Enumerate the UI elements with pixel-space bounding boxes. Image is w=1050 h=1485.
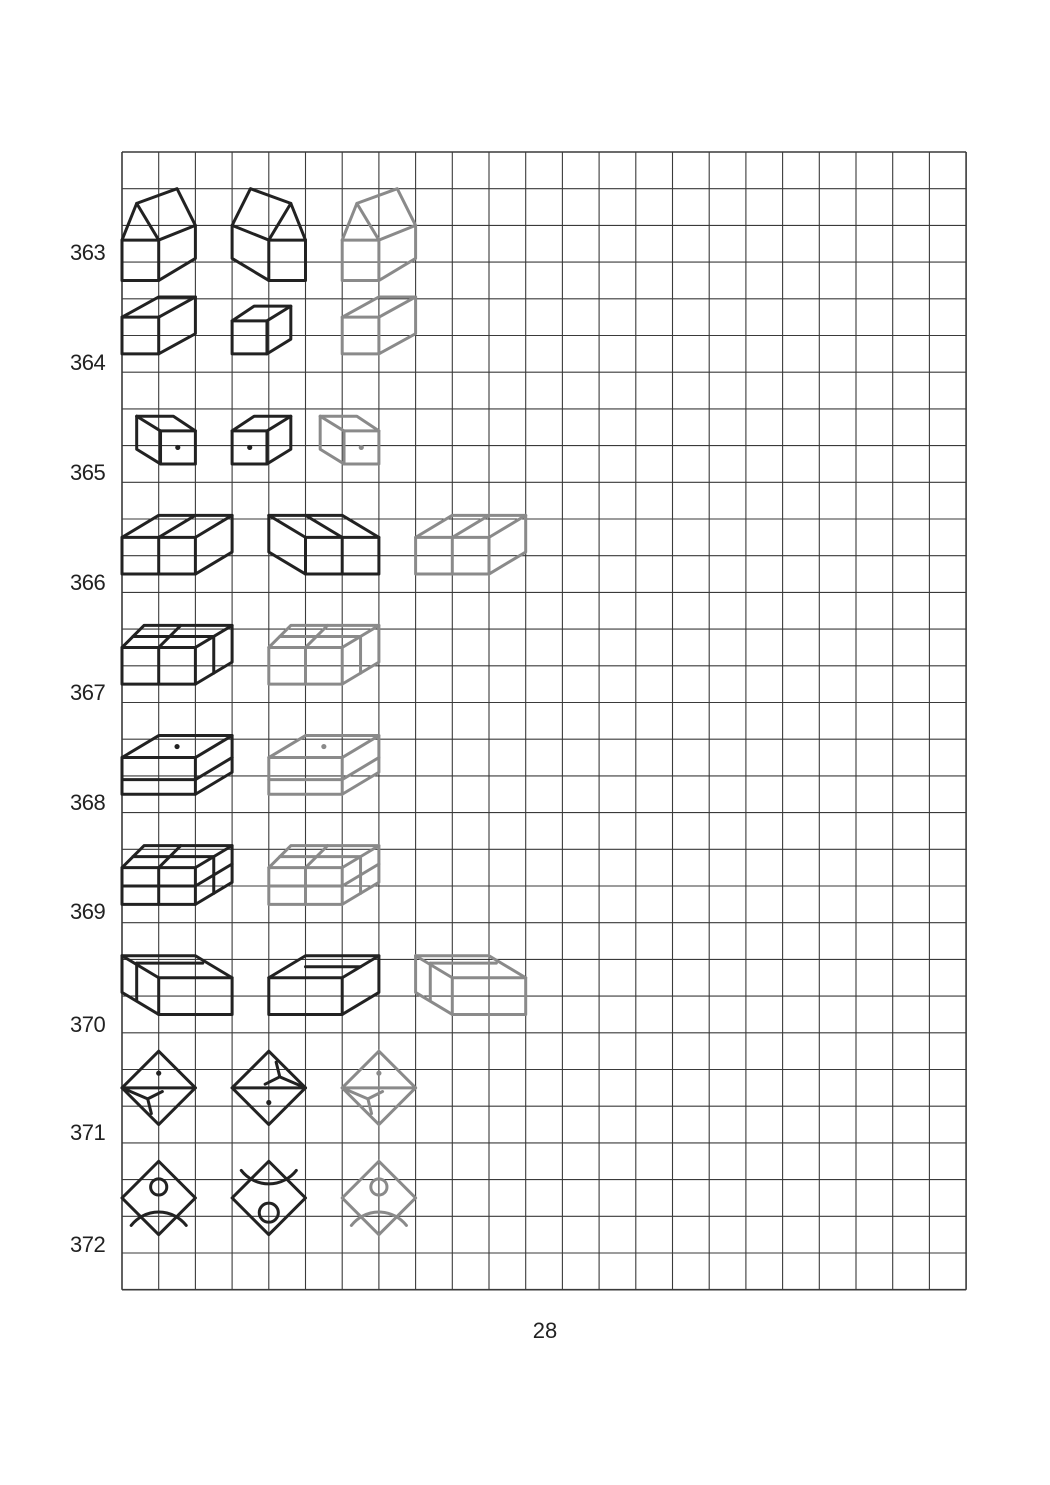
figure-edge [267, 416, 291, 431]
figure-edge [122, 203, 159, 240]
figure-open-tray-sample [269, 956, 379, 1015]
figure-grid-block-sample [122, 846, 232, 905]
exercise-number-365: 365 [70, 460, 106, 485]
figure-edge [320, 416, 379, 431]
figure-edge [159, 225, 196, 240]
figure-dot [266, 1100, 271, 1105]
figure-dot [247, 445, 252, 450]
figure-edge [368, 1092, 383, 1099]
exercise-number-364: 364 [70, 350, 106, 375]
figure-dot [321, 744, 326, 749]
exercise-number-366: 366 [70, 570, 106, 595]
figure-edge [137, 416, 161, 431]
figure-edge [379, 225, 416, 240]
figure-dot [156, 1071, 161, 1076]
exercise-number-367: 367 [70, 680, 106, 705]
figure-edge [232, 189, 291, 281]
figure-edge [232, 225, 269, 240]
figure-edge [269, 240, 306, 280]
figure-edge [342, 240, 379, 280]
figure-edge [269, 203, 306, 240]
graph-paper-grid [122, 152, 966, 1290]
figure-edge [122, 240, 159, 280]
page-number: 28 [532, 1318, 558, 1343]
exercise-number-372: 372 [70, 1232, 106, 1257]
figure-quad-block-sample [122, 625, 232, 684]
figure-edge [357, 189, 416, 281]
figure-edge [137, 416, 196, 431]
figure-cube-with-dot-sample [232, 416, 291, 464]
figure-edge [379, 297, 416, 317]
figure-cube-with-dot-trace [320, 416, 379, 464]
figure-open-tray-sample [122, 956, 232, 1015]
figure-edge [267, 306, 291, 321]
figure-edge [232, 321, 267, 354]
figure-open-tray-trace [416, 956, 526, 1015]
figure-dot [359, 445, 364, 450]
figure-edge [342, 203, 379, 240]
figure-edge [137, 189, 196, 281]
figures-layer [122, 189, 526, 1235]
figure-dot [175, 445, 180, 450]
figure-dot [174, 744, 179, 749]
exercise-number-363: 363 [70, 240, 106, 265]
figure-quad-block-trace [269, 625, 379, 684]
exercise-number-369: 369 [70, 899, 106, 924]
exercise-number-368: 368 [70, 790, 106, 815]
figure-double-block-trace [416, 515, 526, 574]
figure-double-block-sample [122, 515, 232, 574]
figure-box-sample [232, 306, 291, 354]
figure-edge [159, 297, 196, 317]
exercise-number-371: 371 [70, 1120, 106, 1145]
figure-dot [376, 1071, 381, 1076]
figure-cube-with-dot-sample [137, 416, 196, 464]
figure-grid-block-trace [269, 846, 379, 905]
figure-layered-slab-with-dot-sample [122, 736, 232, 795]
figure-edge [320, 416, 344, 431]
figure-edge [265, 1077, 280, 1084]
exercise-number-370: 370 [70, 1012, 106, 1037]
figure-layered-slab-with-dot-trace [269, 736, 379, 795]
figure-double-block-sample [269, 515, 379, 574]
figure-edge [148, 1092, 163, 1099]
